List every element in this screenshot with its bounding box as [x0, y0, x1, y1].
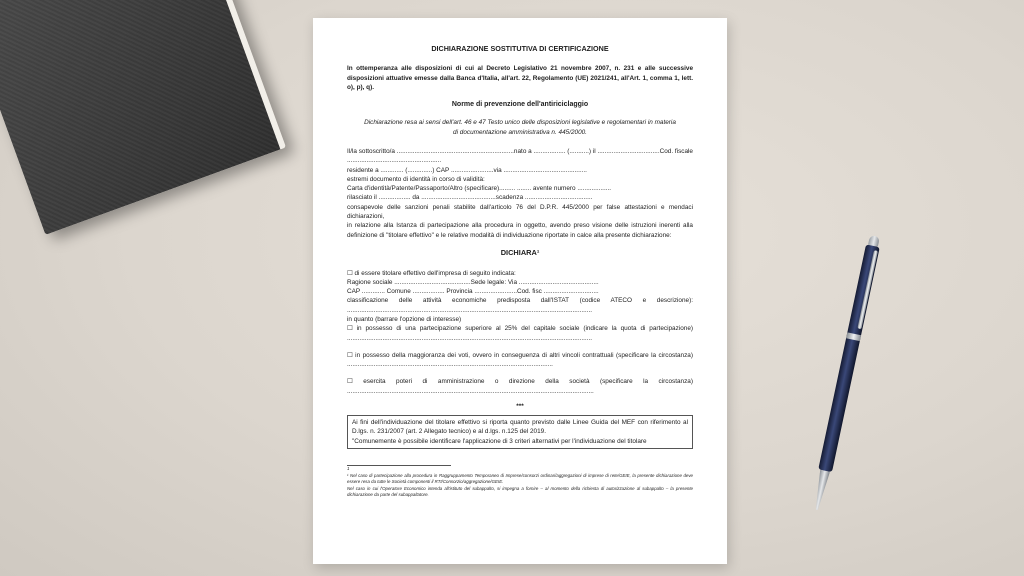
form-line-id-type: Carta d'identità/Patente/Passaporto/Altro (specificare)......... ........ avente numero ...................	[347, 185, 612, 193]
form-line-id-issue: rilasciato il .................. da ..........................................scadenza ......................................	[347, 194, 593, 202]
option-beneficial-owner: ☐ di essere titolare effettivo dell'impresa di seguito indicata:	[347, 269, 516, 277]
footnote-2: Nel caso in cui l'Operatore Economico intenda all'istituto del subappalto, si impegna a fornire – al momento della richiesta di autorizzazione al subappalto – la presente dichiarazione da parte del subappaltatore.	[347, 485, 693, 498]
document-intro: In ottemperanza alle disposizioni di cui al Decreto Legislativo 21 novembre 2007, n. 231 e alle successive disposizioni attuative emesse dalla Banca d'Italia, all'art. 22, Regolamento (UE) 2021/241, all'Art. 1, comma 1, lett. o), p), q).	[347, 65, 693, 91]
form-line-instance: in relazione alla Istanza di partecipazione alla procedura in oggetto, avendo preso visione delle istruzioni inerenti alla definizione di "titolare effettivo" e le relative modalità di individuazione riportate in calce alla presente dichiarazione:	[347, 222, 693, 239]
footnote-1: ¹ Nel caso di partecipazione alla procedura in Raggruppamento Temporaneo di Imprese/consorzi ordinari/aggregazioni di imprese di rete/GEIE, la presente dichiarazione deve essere resa da tutte le Società componenti il RTI/Consorzio/aggregazione/GEIE.	[347, 472, 693, 485]
guidelines-criteria: "Comunemente è possibile identificare l'applicazione di 3 criteri alternativi per l'individuazione del titolare	[352, 437, 647, 445]
section-subtitle: Norme di prevenzione dell'antiriciclaggio	[451, 101, 589, 109]
form-line-name: Il/la sottoscritto/a ..................................................................nato a .................. (...........) il ...................................Cod. fiscale .....................................................	[347, 147, 693, 165]
guidelines-text: Ai fini dell'individuazione del titolare effettivo si riporta quanto previsto dalle Linee Guida del MEF con riferimento al D.lgs. n. 231/2007 (art. 2 Allegato tecnico) e al d.lgs. n.125 del 2019.	[352, 419, 688, 436]
pen	[808, 235, 882, 522]
guidelines-box	[347, 415, 693, 449]
footnote-number: 1	[347, 466, 350, 472]
company-name-line: Ragione sociale ...........................................Sede legale: Via .............................................	[347, 278, 599, 286]
notebook	[0, 0, 286, 235]
company-address-line: CAP ............. Comune .................. Provincia ........................Cod. fisc ...............................	[347, 288, 599, 296]
form-line-penalties: consapevole delle sanzioni penali stabilite dall'articolo 76 del D.P.R. 445/2000 per false attestazioni e mendaci dichiarazioni,	[347, 203, 693, 220]
document-title: DICHIARAZIONE SOSTITUTIVA DI CERTIFICAZIONE	[431, 44, 609, 53]
option-management-powers: ☐ esercita poteri di amministrazione o direzione della società (specificare la circostanza) ...........................................................................................................................................	[347, 378, 693, 395]
section-separator: ***	[516, 402, 524, 410]
ateco-line: classificazione delle attività economiche predisposta dall'ISTAT (codice ATECO e descrizione): ..........................................................................................................................................	[347, 297, 693, 314]
legal-reference-note: Dichiarazione resa ai sensi dell'art. 46 e 47 Testo unico delle disposizioni legislative e regolamentari in materia di documentazione amministrativa n. 445/2000.	[364, 119, 676, 136]
option-shareholding: ☐ in possesso di una partecipazione superiore al 25% del capitale sociale (indicare la quota di partecipazione) ..........................................................................................................................................	[347, 325, 693, 342]
form-line-id-heading: estremi documento di identità in corso di validità:	[347, 175, 485, 183]
declaration-heading: DICHIARA¹	[500, 247, 540, 257]
document-page	[313, 18, 727, 564]
pen-tip	[812, 470, 830, 511]
notebook-texture	[0, 0, 280, 235]
option-voting-majority: ☐ in possesso della maggioranza dei voti, ovvero in conseguenza di altri vincoli contrattuali (specificare la circostanza) ....................................................................................................................	[347, 351, 693, 369]
option-instruction: in quanto (barrare l'opzione di interesse)	[347, 315, 462, 323]
form-line-residence: residente a ............. (..............) CAP ........................via ...............................................	[347, 166, 587, 174]
